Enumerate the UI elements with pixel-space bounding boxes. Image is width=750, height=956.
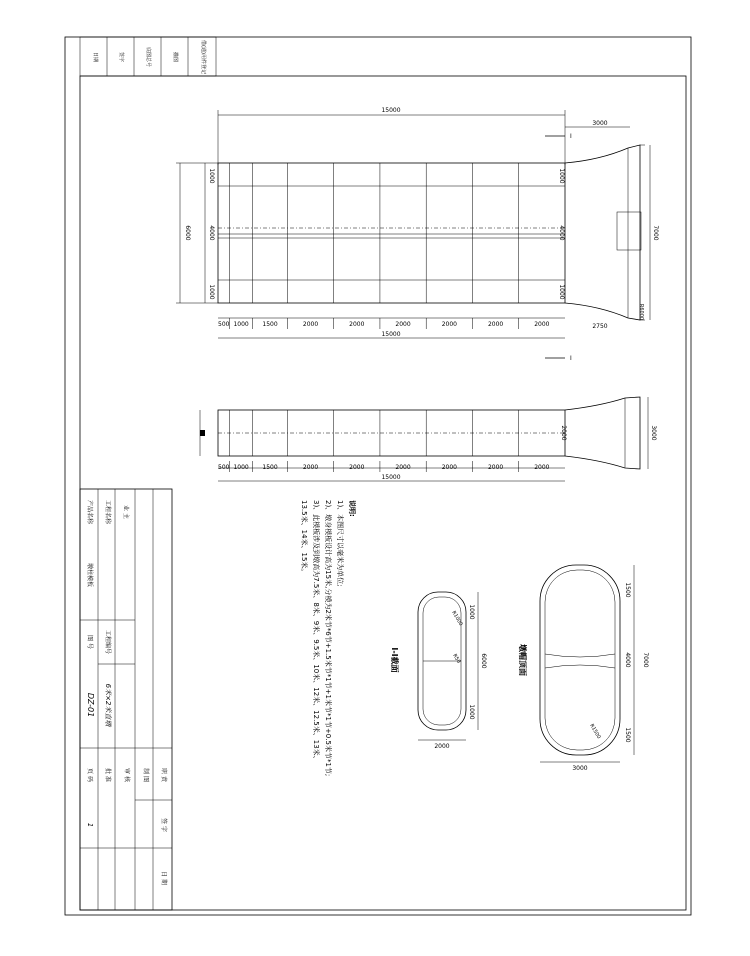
- side-segment-label: 1000: [233, 464, 249, 471]
- section-mark-top: I: [570, 133, 572, 140]
- section-ii-bottom: 1000: [468, 704, 475, 720]
- tb-page-value: 1: [86, 822, 94, 828]
- elev-segment-label: 2000: [349, 321, 365, 328]
- stamp-date: 日期: [92, 51, 98, 63]
- dim-right-top: 3000: [592, 120, 608, 127]
- elev-segment-label: 500: [218, 321, 230, 328]
- section-cap-top: 1500: [624, 582, 631, 598]
- elev-segment-label: 1500: [262, 321, 278, 328]
- tb-date-col: 日 期: [160, 871, 167, 885]
- side-segment-label: 2000: [441, 464, 457, 471]
- inner-frame: [80, 76, 686, 910]
- dim-bottom-total: 15000: [381, 331, 401, 338]
- side-dim-height: 2000: [560, 425, 567, 441]
- tb-role-header: 职 责: [160, 768, 167, 782]
- notes-heading: 说明:: [348, 500, 356, 517]
- outer-frame: [65, 37, 691, 915]
- notes-line-4: 13.5米、14米、15米。: [300, 500, 308, 576]
- section-cap-width: 3000: [572, 765, 588, 772]
- elev-segment-label: 1000: [233, 321, 249, 328]
- section-cap-radius: R1500: [588, 723, 602, 741]
- stamp-base: 底图总号: [145, 46, 151, 68]
- section-ii-top: 1000: [468, 604, 475, 620]
- tb-owner: 业 主: [122, 505, 129, 519]
- dim-corner-radius: 2750: [592, 323, 608, 330]
- tb-spec: 6米×2米直墩: [104, 683, 112, 727]
- side-segment-label: 1500: [262, 464, 278, 471]
- title-block: [80, 489, 172, 910]
- section-cap-title: 墩帽顶面: [518, 644, 527, 676]
- tb-role-draw: 制 图: [142, 768, 149, 782]
- side-segment-label: 2000: [534, 464, 550, 471]
- section-ii-radius: R1000: [450, 610, 464, 628]
- side-dim-cap: 3000: [650, 425, 657, 441]
- notes-line-2: 2)、墩身模板设计高为15米,分模为2米节*6节+1.5米节*1节+1米节*1节+0.5米节*1节;: [324, 500, 332, 777]
- side-segment-label: 2000: [395, 464, 411, 471]
- elevation-view: [176, 107, 659, 362]
- section-ii: [390, 592, 487, 750]
- dim-inner-bottom: 1000: [558, 284, 565, 300]
- dim-row-mid: 4000: [208, 225, 215, 241]
- side-segment-label: 500: [218, 464, 230, 471]
- tb-product-value: 墩柱模板: [86, 562, 93, 588]
- stamp-trace: 描图: [172, 51, 178, 63]
- section-cap-mid: 4000: [624, 652, 631, 668]
- dim-total-height: 6000: [184, 225, 191, 241]
- section-ii-title: I-I截面: [390, 647, 399, 673]
- tb-role-page: 页 码: [86, 768, 93, 782]
- tb-project-no-label: 工程编号: [104, 629, 111, 655]
- side-segment-label: 2000: [487, 464, 504, 471]
- elev-segment-label: 2000: [441, 321, 457, 328]
- notes-line-1: 1)、本图尺寸以毫米为单位;: [336, 500, 344, 587]
- elev-segment-label: 2000: [534, 321, 550, 328]
- side-view: [200, 397, 657, 481]
- elev-segment-label: 2000: [302, 321, 319, 328]
- section-cap-height: 7000: [642, 652, 649, 668]
- section-mark-bottom: I: [570, 355, 572, 362]
- elev-segment-label: 2000: [395, 321, 411, 328]
- side-dim-total: 15000: [381, 474, 401, 481]
- stamp-register: 借(通)用件登记: [200, 40, 206, 74]
- dim-fillet: R6000: [638, 303, 644, 321]
- side-segment-label: 2000: [349, 464, 365, 471]
- tb-role-review: 审 核: [123, 768, 130, 782]
- tb-role-approve: 批 准: [104, 768, 111, 782]
- dim-row-bottom: 1000: [208, 284, 215, 300]
- dim-row-top: 1000: [208, 168, 215, 184]
- section-ii-height: 6000: [480, 653, 487, 669]
- dim-cap-height: 7000: [652, 225, 659, 241]
- section-cap: [518, 565, 649, 772]
- tb-drawing-number: DZ-01: [86, 692, 95, 718]
- section-ii-inner: R50: [451, 653, 462, 665]
- section-cap-bottom: 1500: [624, 727, 631, 743]
- elev-segment-label: 2000: [487, 321, 504, 328]
- tb-drawing-label: 图 号: [86, 635, 93, 649]
- notes-line-3: 3)、此模板涉及到墩高为7.5米、8米、9米、9.5米、10米、12米、12.5米、13米、: [312, 500, 320, 763]
- section-ii-width: 2000: [434, 743, 450, 750]
- tb-product-name: 产品名称: [86, 499, 93, 525]
- tb-sign-col: 签 字: [160, 818, 167, 832]
- side-stamp: [80, 37, 216, 76]
- dim-top-total: 15000: [381, 107, 401, 114]
- dim-inner-top: 1000: [558, 168, 565, 184]
- dim-inner-mid: 4000: [558, 225, 565, 241]
- stamp-sign: 签字: [118, 51, 124, 63]
- notes: [300, 500, 357, 776]
- tb-project-name: 工程名称: [104, 499, 111, 525]
- side-segment-label: 2000: [302, 464, 319, 471]
